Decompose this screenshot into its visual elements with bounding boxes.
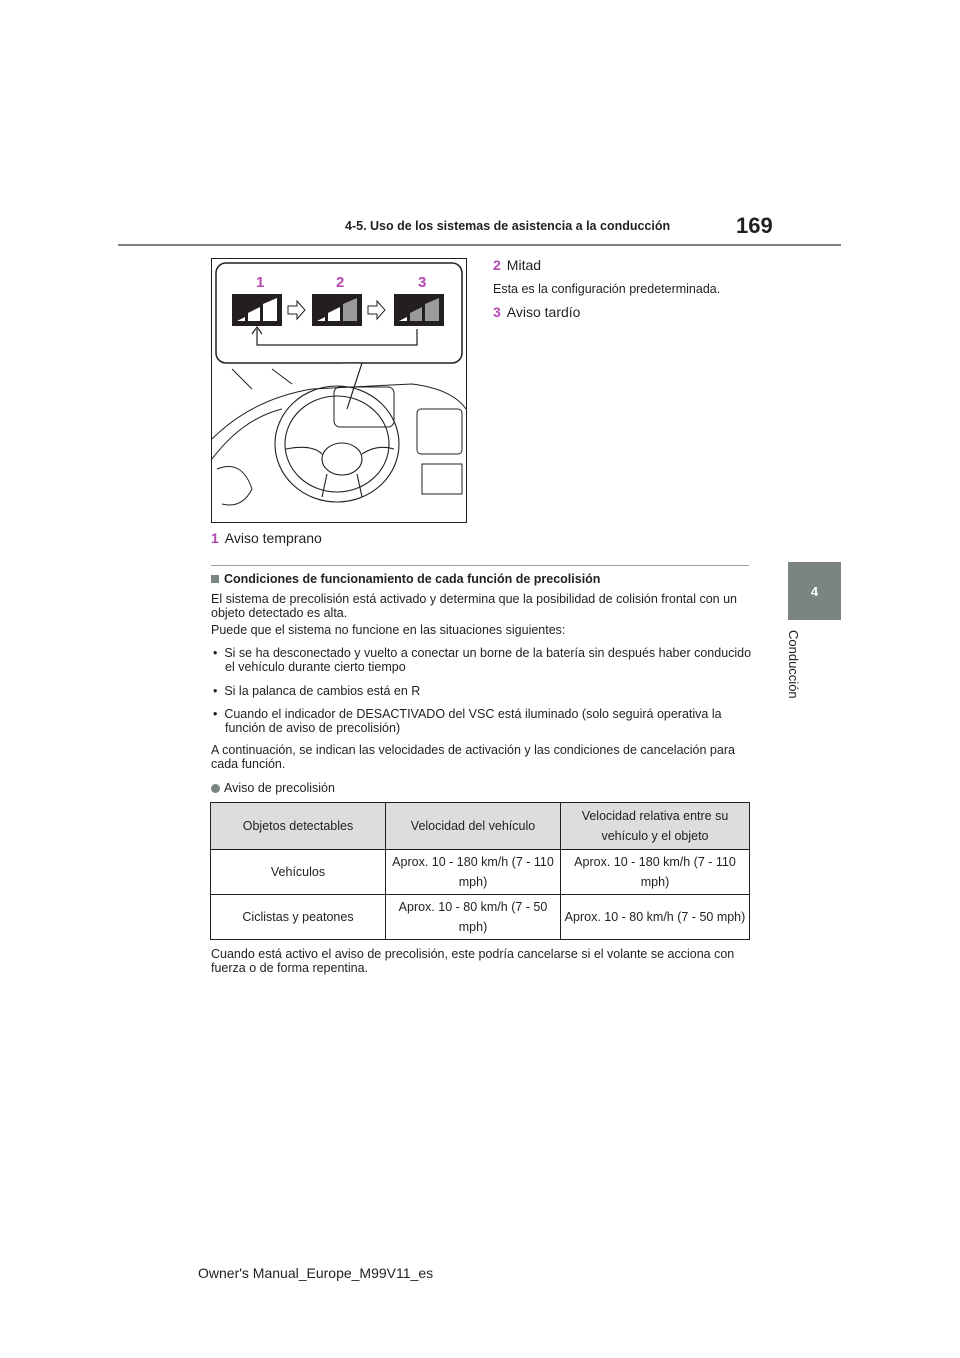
- item-number: 3: [493, 304, 501, 320]
- figure-label-1: 1: [256, 274, 265, 291]
- dashboard-lines: [212, 369, 466, 505]
- condition-bullet: • Si se ha desconectado y vuelto a conectar un borne de la batería sin después haber conducido el vehículo durante cierto tiempo: [213, 646, 752, 674]
- item-2: [493, 257, 541, 273]
- header-divider: [118, 244, 841, 246]
- table-row: [211, 850, 750, 895]
- table-cell: Aprox. 10 - 180 km/h (7 - 110 mph): [386, 850, 561, 895]
- item-1: [211, 530, 322, 546]
- square-bullet-icon: [211, 575, 219, 583]
- activation-speed-table: [210, 802, 750, 940]
- closing-paragraph: Cuando está activo el aviso de precolisión, este podría cancelarse si el volante se acciona con fuerza o de forma repentina.: [211, 947, 735, 975]
- item-2-description: Esta es la configuración predeterminada.: [493, 282, 721, 296]
- column-header: Velocidad relativa entre su vehículo y el objeto: [561, 803, 750, 850]
- footer-manual-id: Owner's Manual_Europe_M99V11_es: [198, 1265, 434, 1281]
- table-row: [211, 895, 750, 940]
- item-number: 2: [493, 257, 501, 273]
- level-indicator-2: [312, 294, 362, 326]
- precollision-warning-subheading: Aviso de precolisión: [211, 781, 335, 795]
- section-title: 4-5. Uso de los sistemas de asistencia a la conducción: [345, 219, 671, 233]
- conditions-heading: Condiciones de funcionamiento de cada función de precolisión: [211, 572, 600, 586]
- table-cell: Vehículos: [211, 850, 386, 895]
- level-indicator-1: [232, 294, 282, 326]
- circle-bullet-icon: [211, 784, 220, 793]
- item-label: Aviso tardío: [506, 304, 581, 320]
- column-header: Velocidad del vehículo: [386, 803, 561, 850]
- level-indicator-3: [394, 294, 444, 326]
- item-label: Aviso temprano: [224, 530, 322, 546]
- item-label: Mitad: [506, 257, 542, 273]
- chapter-label: Conducción: [786, 630, 801, 699]
- precollision-figure: [211, 258, 467, 523]
- item-3: [493, 304, 580, 320]
- figure-label-3: 3: [418, 274, 427, 291]
- steering-wheel: [275, 386, 399, 502]
- condition-bullet: • Si la palanca de cambios está en R: [213, 684, 421, 698]
- table-cell: Aprox. 10 - 80 km/h (7 - 50 mph): [386, 895, 561, 940]
- conditions-paragraph-3: A continuación, se indican las velocidades de activación y las condiciones de cancelación para cada función.: [211, 743, 735, 771]
- figure-label-2: 2: [336, 274, 345, 291]
- dashboard-illustration: [212, 259, 466, 522]
- chapter-tab[interactable]: 4: [788, 562, 841, 620]
- item-number: 1: [211, 530, 219, 546]
- column-header: Objetos detectables: [211, 803, 386, 850]
- conditions-paragraph-1: El sistema de precolisión está activado y determina que la posibilidad de colisión frontal con un objeto detectado es alta.: [211, 592, 737, 620]
- section-divider: [211, 565, 749, 566]
- table-cell: Aprox. 10 - 180 km/h (7 - 110 mph): [561, 850, 750, 895]
- table-cell: Ciclistas y peatones: [211, 895, 386, 940]
- table-cell: Aprox. 10 - 80 km/h (7 - 50 mph): [561, 895, 750, 940]
- page-number: 169: [736, 213, 773, 238]
- table-header-row: [211, 803, 750, 850]
- condition-bullet: • Cuando el indicador de DESACTIVADO del VSC está iluminado (solo seguirá operativa la función de aviso de precolisión): [213, 707, 722, 735]
- conditions-paragraph-2: Puede que el sistema no funcione en las situaciones siguientes:: [211, 623, 566, 637]
